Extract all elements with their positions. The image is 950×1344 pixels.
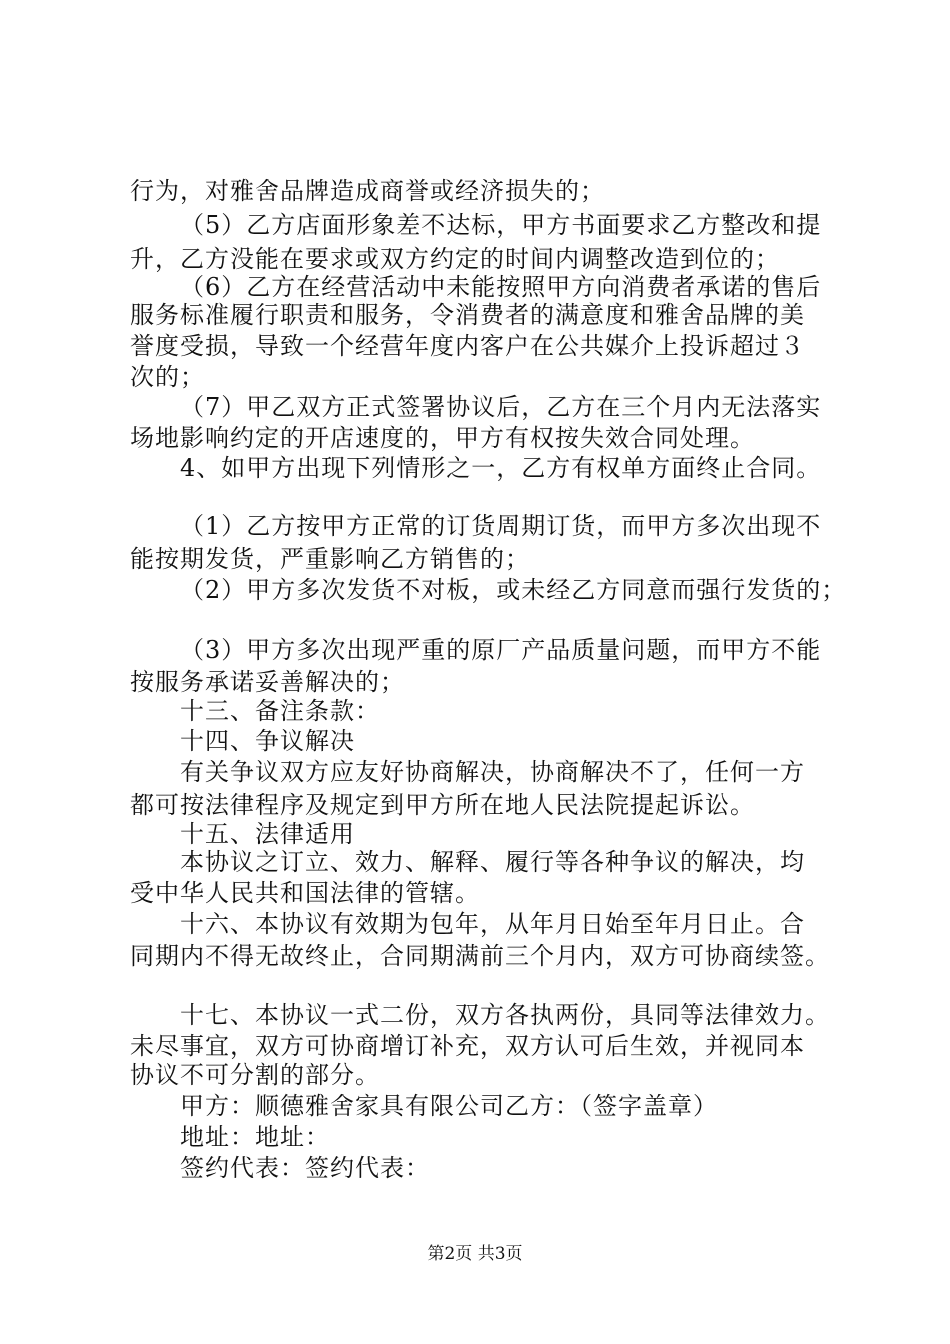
text-line: （3）甲方多次出现严重的原厂产品质量问题，而甲方不能 — [180, 636, 822, 664]
text-line: （7）甲乙双方正式签署协议后，乙方在三个月内无法落实 — [180, 393, 822, 421]
text-line: （5）乙方店面形象差不达标，甲方书面要求乙方整改和提 — [180, 211, 822, 239]
text-line: 十六、本协议有效期为包年，从年月日始至年月日止。合 — [180, 910, 805, 938]
text-line: 誉度受损，导致一个经营年度内客户在公共媒介上投诉超过３ — [130, 332, 805, 360]
representative-line: 签约代表：签约代表： — [180, 1154, 430, 1182]
text-line: 十七、本协议一式二份，双方各执两份，具同等法律效力。 — [180, 1001, 830, 1029]
text-line: 升，乙方没能在要求或双方约定的时间内调整改造到位的； — [130, 245, 780, 273]
text-line: （1）乙方按甲方正常的订货周期订货，而甲方多次出现不 — [180, 512, 822, 540]
text-line: 协议不可分割的部分。 — [130, 1061, 380, 1089]
text-line: 行为，对雅舍品牌造成商誉或经济损失的； — [130, 177, 605, 205]
address-line: 地址：地址： — [180, 1123, 330, 1151]
text-line: 能按期发货，严重影响乙方销售的； — [130, 545, 530, 573]
section-heading: 十三、备注条款： — [180, 697, 380, 725]
text-line: 服务标准履行职责和服务，令消费者的满意度和雅舍品牌的美 — [130, 301, 805, 329]
text-line: （2）甲方多次发货不对板，或未经乙方同意而强行发货的； — [180, 576, 847, 604]
section-heading: 十四、争议解决 — [180, 727, 355, 755]
text-line: 同期内不得无故终止，合同期满前三个月内，双方可协商续签。 — [130, 942, 830, 970]
text-line: 4、如甲方出现下列情形之一，乙方有权单方面终止合同。 — [180, 454, 822, 482]
text-line: 有关争议双方应友好协商解决，协商解决不了，任何一方 — [180, 758, 805, 786]
text-line: 未尽事宜，双方可协商增订补充，双方认可后生效，并视同本 — [130, 1032, 805, 1060]
section-heading: 十五、法律适用 — [180, 820, 355, 848]
text-line: 次的； — [130, 363, 205, 391]
text-line: 都可按法律程序及规定到甲方所在地人民法院提起诉讼。 — [130, 791, 755, 819]
page-footer: 第2页 共3页 — [427, 1244, 523, 1264]
text-line: 场地影响约定的开店速度的，甲方有权按失效合同处理。 — [130, 424, 755, 452]
text-line: 本协议之订立、效力、解释、履行等各种争议的解决，均 — [180, 848, 805, 876]
text-line: 按服务承诺妥善解决的； — [130, 668, 405, 696]
text-line: 受中华人民共和国法律的管辖。 — [130, 879, 480, 907]
text-line: （6）乙方在经营活动中未能按照甲方向消费者承诺的售后 — [180, 273, 822, 301]
signature-line-party-a: 甲方：顺德雅舍家具有限公司乙方：（签字盖章） — [180, 1092, 718, 1120]
